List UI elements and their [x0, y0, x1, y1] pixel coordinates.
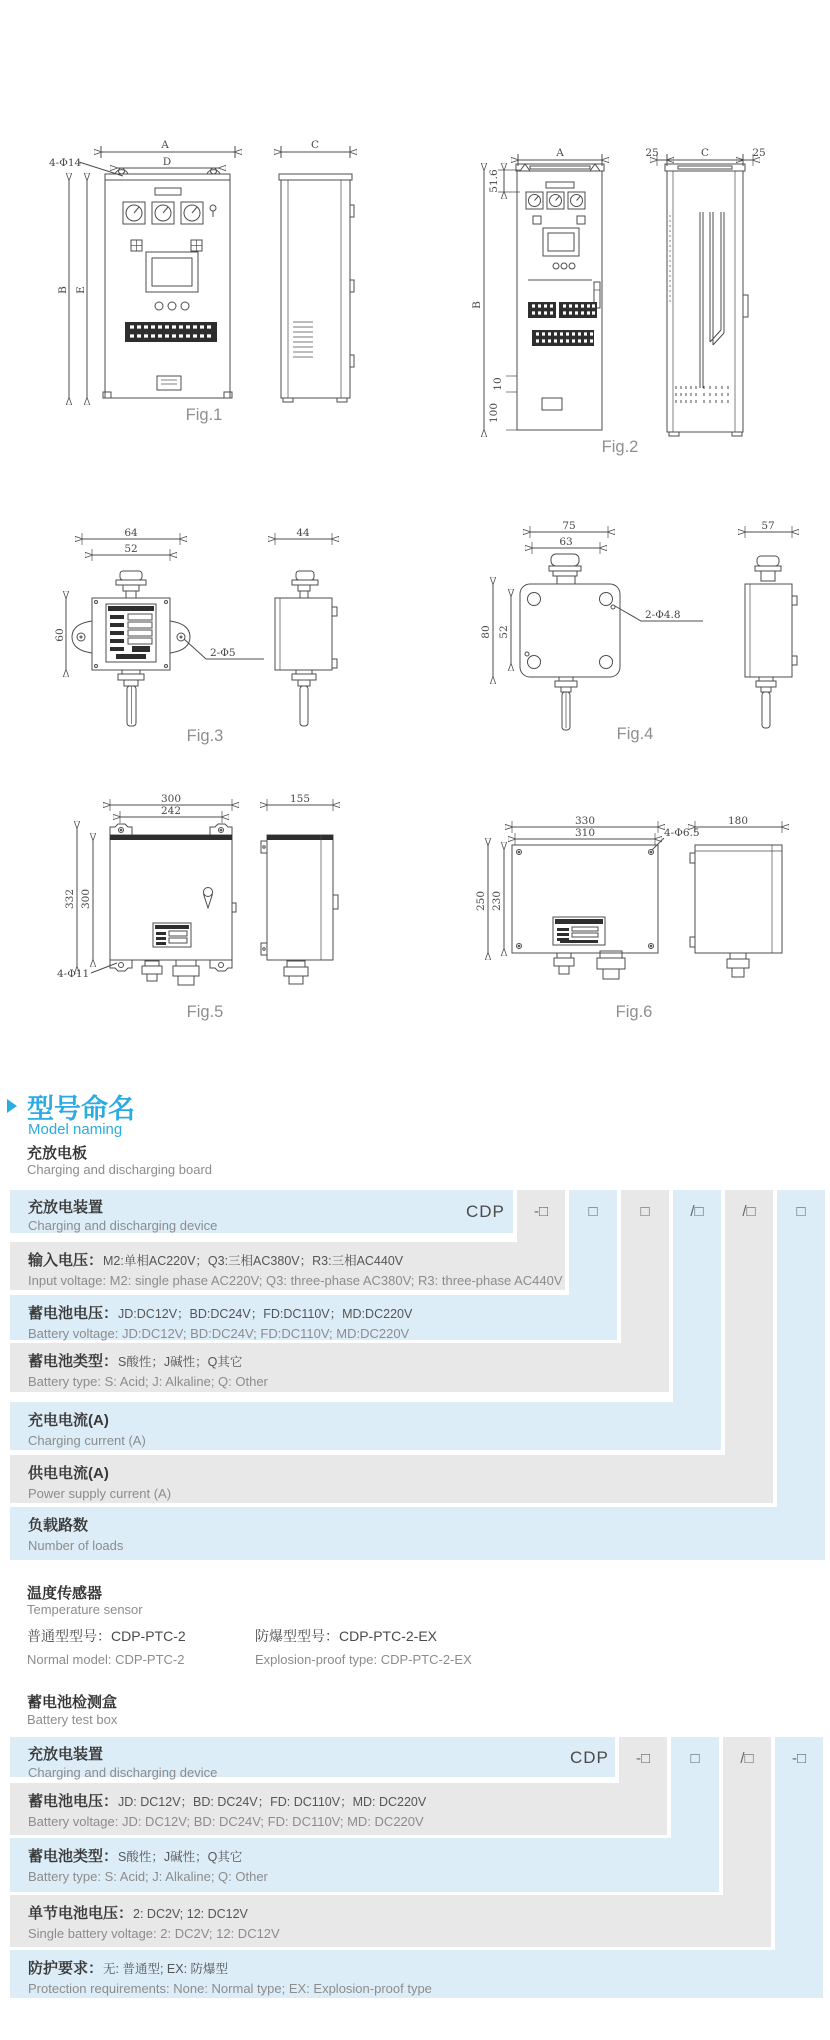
row-label-en: Protection requirements: None: Normal type; EX: Explosion-proof type [28, 1981, 432, 1996]
sensor-explosion-model-en: Explosion-proof type: CDP-PTC-2-EX [255, 1652, 472, 1667]
row-label-cn: 蓄电池类型： [28, 1353, 119, 1370]
table1-row-battery-voltage [10, 1295, 617, 1340]
table2-device-cell [10, 1737, 615, 1780]
fig5-front-view [57, 793, 236, 985]
row-label-en: Input voltage: M2: single phase AC220V; Q3: three-phase AC380V; R3: three-phase AC440V [28, 1273, 563, 1288]
table1-device-cn: 充放电装置 [28, 1199, 104, 1216]
row-detail-cn: 无: 普通型; EX: 防爆型 [103, 1962, 229, 1976]
row-label-en: Battery voltage: JD: DC12V; BD: DC24V; FD: DC110V; MD: DC220V [28, 1814, 424, 1829]
table1-slot-3: □ [621, 1190, 669, 1343]
fig2-side-view [645, 147, 765, 436]
fig6-dim-sw: 180 [727, 815, 749, 827]
fig3-dim-wi: 52 [124, 543, 138, 555]
figure-3-drawing [54, 525, 350, 750]
table1-row-battery-type [10, 1343, 669, 1392]
fig2-dim-25r: 25 [752, 147, 766, 159]
table2-slot-4: -□ [775, 1737, 823, 1950]
section-title: 型号命名 [27, 1094, 135, 1124]
row-label-cn: 输入电压： [28, 1252, 104, 1269]
fig1-side-view [279, 139, 354, 402]
fig5-dim-h: 332 [64, 888, 76, 910]
table1-device-en: Charging and discharging device [28, 1218, 218, 1233]
fig2-dim-516: 51.6 [488, 169, 500, 193]
fig1-front-view [49, 139, 235, 398]
fig6-dim-wi: 310 [574, 827, 596, 839]
fig3-dim-h: 60 [54, 628, 66, 642]
testbox-heading-en: Battery test box [27, 1712, 118, 1727]
fig3-dim-sw: 44 [296, 527, 310, 539]
sensor-normal-model-cn: 普通型型号：CDP-PTC-2 [27, 1628, 186, 1644]
fig1-dim-D: D [162, 156, 172, 168]
row-label-cn: 充电电流(A) [28, 1412, 109, 1429]
table1-row-supply-current [10, 1455, 773, 1503]
fig5-dim-sw: 155 [289, 793, 311, 805]
fig6-label: Fig.6 [615, 1003, 653, 1021]
row-label-en: Battery type: S: Acid; J: Alkaline; Q: Other [28, 1374, 268, 1389]
row-detail-cn: JD:DC12V；BD:DC24V；FD:DC110V；MD:DC220V [118, 1307, 413, 1321]
fig6-holes-callout: 4-Φ6.5 [664, 827, 700, 839]
row-label-cn: 供电电流(A) [28, 1465, 109, 1482]
sensor-heading-cn: 温度传感器 [27, 1585, 103, 1602]
table1-slot-6: □ [777, 1190, 825, 1507]
fig1-dim-E: E [75, 286, 87, 294]
fig3-holes-callout: 2-Φ5 [210, 647, 236, 659]
row-label-en: Battery type: S: Acid; J: Alkaline; Q: Other [28, 1869, 268, 1884]
sensor-heading-en: Temperature sensor [27, 1602, 143, 1617]
row-label-cn: 防护要求： [28, 1960, 104, 1977]
board-heading-cn: 充放电板 [27, 1145, 88, 1162]
figure-5-drawing [55, 795, 405, 1027]
row-detail-cn: S酸性；J碱性；Q其它 [118, 1355, 243, 1369]
table1-slot-5: /□ [725, 1190, 773, 1455]
fig1-holes-callout: 4-Φ14 [49, 157, 82, 169]
table2-row-protection [10, 1950, 823, 1998]
table2-row-battery-type [10, 1838, 719, 1892]
fig2-front-view [471, 147, 604, 430]
table1-row-input-voltage [10, 1242, 565, 1290]
fig2-dim-10: 10 [492, 377, 504, 391]
fig6-dim-hi: 230 [491, 890, 503, 912]
fig1-label: Fig.1 [185, 406, 223, 424]
fig6-dim-h: 250 [475, 890, 487, 912]
row-label-en: Charging current (A) [28, 1433, 146, 1448]
fig5-dim-hi: 300 [80, 888, 92, 910]
sensor-explosion-model-cn: 防爆型型号：CDP-PTC-2-EX [255, 1628, 438, 1644]
table2-row-battery-voltage [10, 1783, 667, 1835]
fig1-dim-A: A [161, 139, 169, 151]
fig2-dim-25l: 25 [645, 147, 659, 159]
fig6-dim-w: 330 [574, 815, 596, 827]
fig2-label: Fig.2 [601, 438, 639, 456]
board-heading-en: Charging and discharging board [27, 1162, 213, 1177]
fig3-side-view [275, 527, 337, 726]
fig6-front-view [475, 815, 700, 979]
table2-slot-1: -□ [619, 1737, 667, 1783]
row-detail-cn: S酸性；J碱性；Q其它 [118, 1850, 243, 1864]
figure-1-drawing [45, 110, 355, 430]
fig3-dim-w: 64 [124, 527, 138, 539]
fig2-dim-A: A [556, 147, 564, 159]
table2-device-en: Charging and discharging device [28, 1765, 218, 1780]
testbox-heading-cn: 蓄电池检测盒 [27, 1694, 118, 1711]
fig4-front-view [480, 520, 703, 730]
table1-row-charging-current [10, 1402, 721, 1450]
figure-6-drawing [400, 795, 810, 1035]
table1-code: CDP [466, 1202, 505, 1221]
table2-code: CDP [570, 1748, 609, 1767]
fig4-label: Fig.4 [616, 725, 654, 743]
table1-slot-2: □ [569, 1190, 617, 1295]
fig4-dim-hi: 52 [498, 625, 510, 639]
fig4-dim-w: 75 [562, 520, 576, 532]
fig2-dim-C: C [700, 147, 710, 159]
row-label-cn: 蓄电池电压： [28, 1305, 119, 1322]
table1-slot-1: -□ [517, 1190, 565, 1242]
row-detail-cn: M2:单相AC220V；Q3:三相AC380V；R3:三相AC440V [103, 1254, 404, 1268]
fig4-dim-wi: 63 [559, 536, 573, 548]
fig3-front-view [54, 527, 264, 726]
fig5-dim-w: 300 [160, 793, 182, 805]
section-marker-triangle [7, 1099, 17, 1113]
table2-device-cn: 充放电装置 [28, 1746, 104, 1763]
table2-slot-2: □ [671, 1737, 719, 1838]
fig4-side-view [745, 520, 797, 728]
table2-row-single-battery-voltage [10, 1895, 771, 1947]
row-label-en: Battery voltage: JD:DC12V; BD:DC24V; FD:DC110V; MD:DC220V [28, 1326, 410, 1341]
fig6-side-view [690, 815, 782, 977]
row-label-en: Power supply current (A) [28, 1486, 172, 1501]
table1-device-cell [10, 1190, 513, 1233]
fig1-dim-B: B [57, 286, 69, 294]
sensor-normal-model-en: Normal model: CDP-PTC-2 [27, 1652, 185, 1667]
row-label-cn: 单节电池电压： [28, 1905, 134, 1922]
row-label-en: Single battery voltage: 2: DC2V; 12: DC12V [28, 1926, 280, 1941]
fig4-holes-callout: 2-Φ4.8 [645, 609, 681, 621]
fig4-dim-h: 80 [480, 625, 492, 639]
fig1-dim-C: C [310, 139, 320, 151]
fig5-label: Fig.5 [186, 1003, 224, 1021]
row-detail-cn: JD: DC12V；BD: DC24V；FD: DC110V；MD: DC220V [118, 1795, 427, 1809]
table2-slot-3: /□ [723, 1737, 771, 1895]
fig5-dim-wi: 242 [160, 805, 182, 817]
fig4-dim-sw: 57 [761, 520, 775, 532]
row-label-en: Number of loads [28, 1538, 124, 1553]
fig5-holes-callout: 4-Φ11 [57, 968, 90, 980]
fig2-dim-B: B [471, 301, 483, 309]
fig5-side-view [261, 793, 338, 984]
figure-2-drawing [380, 100, 800, 465]
row-label-cn: 蓄电池类型： [28, 1848, 119, 1865]
row-label-cn: 蓄电池电压： [28, 1793, 119, 1810]
table1-slot-4: /□ [673, 1190, 721, 1402]
figure-4-drawing [395, 520, 805, 755]
section-subtitle: Model naming [28, 1121, 123, 1138]
table1-row-number-of-loads [10, 1507, 825, 1560]
row-label-cn: 负载路数 [28, 1517, 89, 1534]
row-detail-cn: 2: DC2V; 12: DC12V [133, 1907, 248, 1921]
fig2-dim-100: 100 [488, 402, 500, 424]
fig3-label: Fig.3 [186, 727, 224, 745]
